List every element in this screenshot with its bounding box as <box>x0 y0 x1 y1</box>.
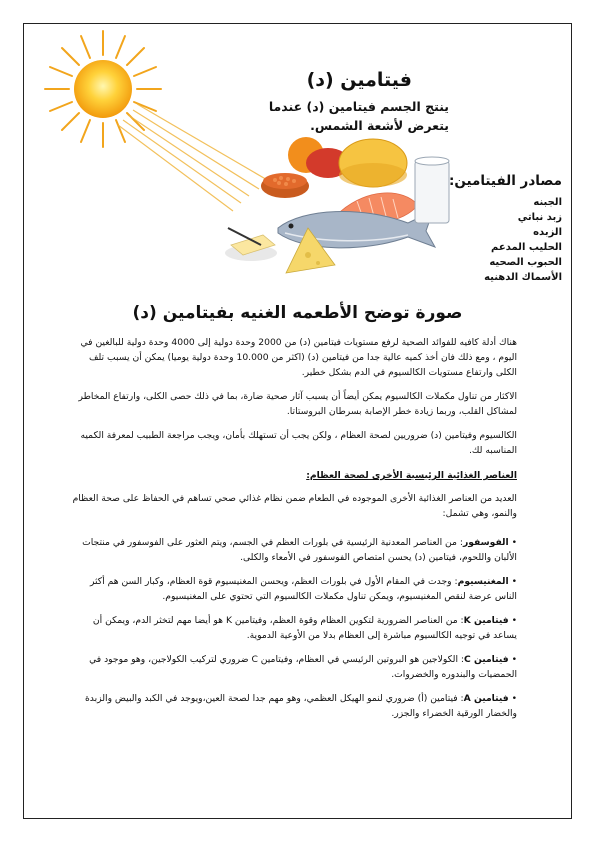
source-item: الجبنه <box>533 197 562 208</box>
nutrient-name: المغنيسيوم <box>457 576 509 587</box>
nutrient-item-phosphorus: • الفوسفور: من العناصر المعدنية الرئيسية في بلورات العظم في الجسم، ويتم العثور على الفوسفور في منتجات الألبان واللحوم، فيتامين (د) يحسن امتصاص الفوسفور في الأمعاء والكلى. <box>82 537 517 563</box>
paragraph: الكالسيوم وفيتامين (د) ضروريين لصحة العظام ، ولكن يجب أن تستهلك بأمان، ويجب مراجعة الطبيب لمعرفة الكميه المناسبه لك. <box>80 430 517 456</box>
page-subtitle: ينتج الجسم فيتامين (د) عندما يتعرض لأشعة الشمس. <box>268 99 449 133</box>
nutrient-name: الفوسفور <box>462 537 509 548</box>
hero-section <box>23 23 572 293</box>
nutrient-name: فيتامين K <box>463 615 509 626</box>
nutrient-name: فيتامين C <box>464 654 509 665</box>
nutrient-text: : فيتامين (أ) ضروري لنمو الهيكل العظمي، وهو مهم جدا لصحة العين،ويوجد في الكبد والبيض والزبدة والخضار الورقية الخضراء والجزر. <box>84 693 517 719</box>
nutrient-item-vitamin-a: • فيتامين A: فيتامين (أ) ضروري لنمو الهيكل العظمي، وهو مهم جدا لصحة العين،ويوجد في الكبد والبيض والزبدة والخضار الورقية الخضراء والجزر. <box>84 693 517 719</box>
article-body <box>72 335 517 730</box>
nutrient-text: : وجدت في المقام الأول في بلورات العظم، ويحسن المغنيسيوم قوة العظام، وكبار السن هم أكثر الناس عرضة لنقص المغنيسيوم، ويمكن تناول مكملات الكالسيوم التي تحتوي على المغنيسيوم. <box>89 576 517 602</box>
section-heading: العناصر الغذائية الرئيسية الأخرى لصحة العظام: <box>306 470 517 481</box>
section-intro: العديد من العناصر الغذائية الأخرى الموجوده في الطعام ضمن نظام غذائي صحي تساهم في الحفاظ على صحة العظام والنمو، وهي تشمل: <box>72 493 517 519</box>
image-caption: صورة توضح الأطعمه الغنيه بفيتامين (د) <box>132 303 463 323</box>
page-title: فيتامين (د) <box>306 69 412 91</box>
paragraph: هناك أدلة كافيه للفوائد الصحية لرفع مستويات فيتامين (د) من 2000 وحدة دولية إلى 4000 وحدة دولية للبالغين في اليوم ، ومع ذلك فان أخذ كميه عالية جدا من فيتامين (د) (اكثر من 10.000 وحدة دولية يوميا) يمكن أن يسبب تلف الكلى وارتفاع مستويات الكالسيوم في الدم بشكل خطير. <box>80 337 517 378</box>
nutrient-item-magnesium: • المغنيسيوم: وجدت في المقام الأول في بلورات العظم، ويحسن المغنيسيوم قوة العظام، وكبار السن هم أكثر الناس عرضة لنقص المغنيسيوم، ويمكن تناول مكملات الكالسيوم التي تحتوي على المغنيسيوم. <box>89 576 517 602</box>
source-item: الأسماك الدهنيه <box>484 272 562 283</box>
source-item: الحبوب الصحيه <box>489 257 562 268</box>
nutrient-text: : الكولاجين هو البروتين الرئيسي في العظام، وفيتامين C ضروري لتركيب الكولاجين، وهو موجود في الحمضيات والبندوره والخضروات. <box>89 654 517 680</box>
nutrient-text: : من العناصر الضرورية لتكوين العظام وقوة العظم، وفيتامين K هو أيضا مهم لتخثر الدم، ويمكن أن يساعد في توجيه الكالسيوم مباشرة إلى العظام بدلا من الأوعية الدموية. <box>92 615 517 641</box>
paragraph: الاكثار من تناول مكملات الكالسيوم يمكن أيضاً أن يسبب آثار صحية ضارة، بما في ذلك حصى الكلى، وارتفاع المخاطر لمشاكل القلب، وربما زيادة خطر الإصابة بسرطان البروستاتا. <box>78 391 517 417</box>
vitamin-sources-box <box>449 173 562 285</box>
nutrient-text: : من العناصر المعدنية الرئيسية في بلورات العظم في الجسم، ويتم العثور على الفوسفور في منتجات الألبان واللحوم، فيتامين (د) يحسن امتصاص الفوسفور في الأمعاء والكلى. <box>82 537 517 563</box>
nutrient-item-vitamin-c: • فيتامين C: الكولاجين هو البروتين الرئيسي في العظام، وفيتامين C ضروري لتركيب الكولاجين، وهو موجود في الحمضيات والبندوره والخضروات. <box>89 654 517 680</box>
source-item: الزبده <box>533 227 562 238</box>
sources-heading: مصادر الفيتامين: <box>448 173 562 189</box>
nutrient-name: فيتامين A <box>463 693 509 704</box>
source-item: زبد نباتي <box>517 212 562 223</box>
sources-list <box>449 195 562 285</box>
nutrient-item-vitamin-k: • فيتامين K: من العناصر الضرورية لتكوين العظام وقوة العظم، وفيتامين K هو أيضا مهم لتخثر الدم، ويمكن أن يساعد في توجيه الكالسيوم مباشرة إلى العظام بدلا من الأوعية الدموية. <box>92 615 517 641</box>
source-item: الحليب المدعم <box>491 242 562 253</box>
